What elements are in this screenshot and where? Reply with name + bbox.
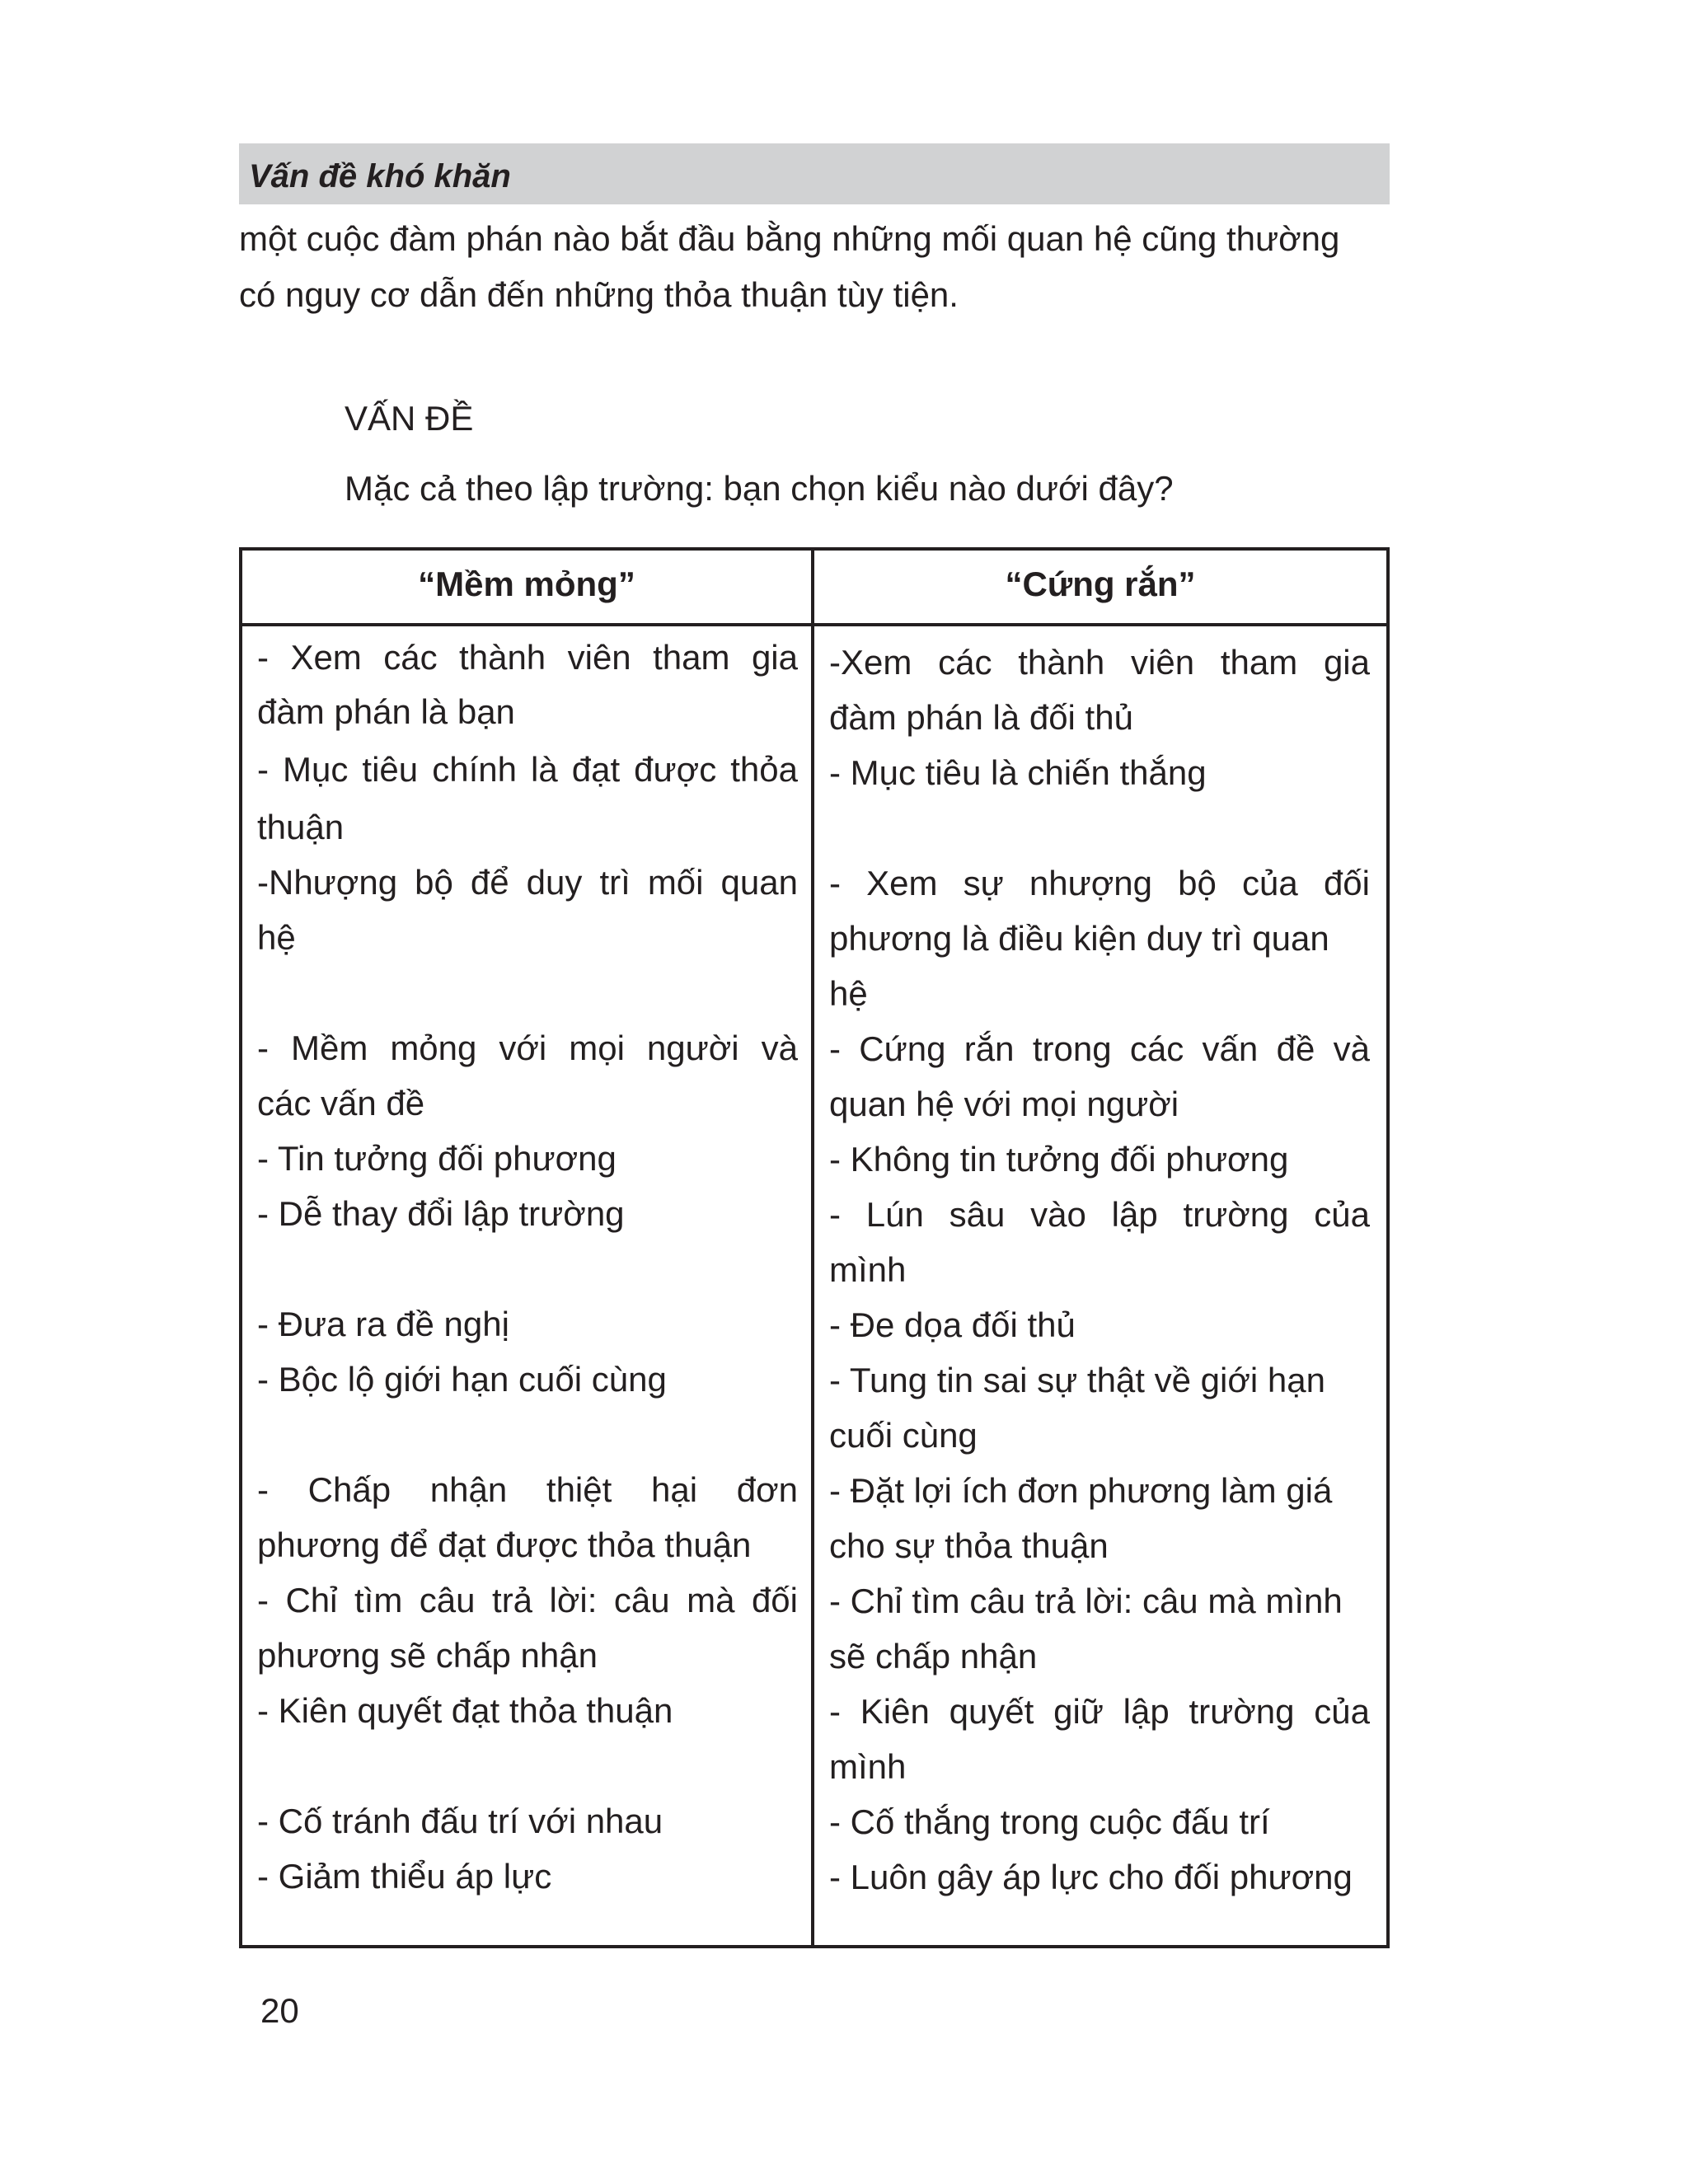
section-question: Mặc cả theo lập trường: bạn chọn kiểu nào dưới đây?: [345, 469, 1174, 508]
column-header-hard: “Cứng rắn”: [1005, 565, 1196, 603]
hard-cell-line: mình: [829, 1250, 907, 1289]
soft-cell-line: - Đưa ra đề nghị: [257, 1305, 509, 1343]
intro-line: một cuộc đàm phán nào bắt đầu bằng những mối quan hệ cũng thường: [239, 219, 1340, 258]
hard-cell-line: sẽ chấp nhận: [829, 1637, 1038, 1675]
hard-cell-line: - Chỉ tìm câu trả lời: câu mà mình: [829, 1582, 1343, 1620]
soft-cell-line: - Giảm thiểu áp lực: [257, 1857, 552, 1896]
hard-cell-line: - Lún sâu vào lập trường của: [829, 1195, 1370, 1234]
hard-cell-line: - Đe dọa đối thủ: [829, 1305, 1076, 1344]
header-row-divider: [239, 623, 1390, 626]
hard-cell-line: - Không tin tưởng đối phương: [829, 1140, 1289, 1179]
soft-cell-line: hệ: [257, 918, 296, 957]
column-header-soft: “Mềm mỏng”: [418, 565, 635, 603]
soft-cell-line: - Tin tưởng đối phương: [257, 1139, 617, 1178]
soft-cell-line: đàm phán là bạn: [257, 692, 515, 731]
soft-cell-line: - Chỉ tìm câu trả lời: câu mà đối: [257, 1581, 798, 1619]
hard-cell-line: - Cứng rắn trong các vấn đề và: [829, 1029, 1370, 1068]
hard-cell-line: đàm phán là đối thủ: [829, 698, 1133, 737]
hard-cell-line: cho sự thỏa thuận: [829, 1526, 1109, 1565]
hard-cell-line: -Xem các thành viên tham gia: [829, 643, 1370, 682]
hard-cell-line: - Tung tin sai sự thật về giới hạn: [829, 1361, 1325, 1399]
soft-cell-line: - Mục tiêu chính là đạt được thỏa: [257, 750, 798, 789]
hard-cell-line: mình: [829, 1747, 907, 1786]
hard-cell-line: - Đặt lợi ích đơn phương làm giá: [829, 1471, 1333, 1510]
soft-cell-line: - Chấp nhận thiệt hại đơn: [257, 1470, 798, 1509]
hard-cell-line: quan hệ với mọi người: [829, 1085, 1179, 1123]
hard-cell-line: cuối cùng: [829, 1416, 978, 1455]
soft-cell-line: phương để đạt được thỏa thuận: [257, 1526, 752, 1564]
intro-paragraph: [239, 211, 1390, 323]
hard-cell-line: hệ: [829, 974, 868, 1013]
soft-cell-line: - Xem các thành viên tham gia: [257, 638, 798, 677]
soft-cell-line: - Bộc lộ giới hạn cuối cùng: [257, 1360, 667, 1399]
hard-cell-line: - Xem sự nhượng bộ của đối: [829, 864, 1370, 902]
intro-line: có nguy cơ dẫn đến những thỏa thuận tùy tiện.: [239, 275, 959, 314]
hard-cell-line: - Luôn gây áp lực cho đối phương: [829, 1858, 1353, 1896]
soft-cell-line: các vấn đề: [257, 1084, 425, 1122]
soft-cell-line: - Mềm mỏng với mọi người và: [257, 1029, 798, 1067]
hard-cell-line: - Kiên quyết giữ lập trường của: [829, 1692, 1370, 1731]
soft-cell-line: thuận: [257, 808, 345, 846]
page-number: 20: [260, 1991, 299, 2030]
hard-cell-line: - Mục tiêu là chiến thắng: [829, 753, 1207, 792]
hard-cell-line: - Cố thắng trong cuộc đấu trí: [829, 1802, 1270, 1841]
soft-cell-line: - Kiên quyết đạt thỏa thuận: [257, 1691, 673, 1730]
soft-cell-line: - Cố tránh đấu trí với nhau: [257, 1802, 663, 1840]
column-divider: [811, 547, 814, 1948]
hard-cell-line: phương là điều kiện duy trì quan: [829, 919, 1329, 958]
section-heading: VẤN ĐỀ: [345, 399, 474, 438]
chapter-header-title: Vấn đề khó khăn: [249, 158, 511, 194]
soft-cell-line: - Dễ thay đổi lập trường: [257, 1194, 625, 1233]
soft-cell-line: phương sẽ chấp nhận: [257, 1636, 598, 1675]
soft-cell-line: -Nhượng bộ để duy trì mối quan: [257, 863, 798, 902]
